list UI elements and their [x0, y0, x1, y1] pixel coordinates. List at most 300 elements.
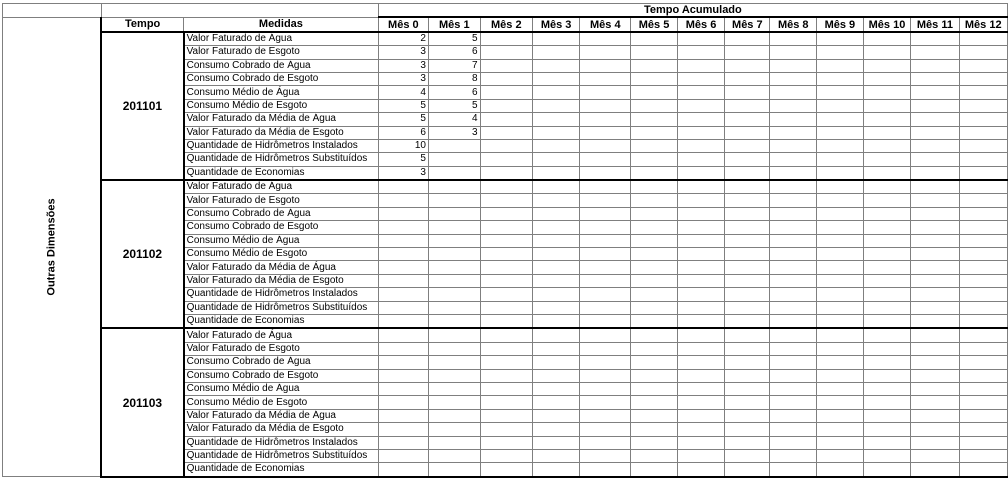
value-cell[interactable]: [770, 99, 817, 112]
value-cell[interactable]: [428, 153, 480, 166]
value-cell[interactable]: [532, 139, 579, 152]
value-cell[interactable]: 2: [378, 32, 428, 46]
value-cell[interactable]: [863, 113, 911, 126]
value-cell[interactable]: [911, 449, 959, 462]
value-cell[interactable]: [959, 166, 1008, 180]
value-cell[interactable]: [817, 248, 864, 261]
value-cell[interactable]: [532, 436, 579, 449]
value-cell[interactable]: [631, 261, 678, 274]
value-cell[interactable]: 3: [378, 46, 428, 59]
value-cell[interactable]: [863, 180, 911, 194]
value-cell[interactable]: [677, 261, 724, 274]
value-cell[interactable]: [532, 126, 579, 139]
value-cell[interactable]: [631, 207, 678, 220]
value-cell[interactable]: [725, 369, 770, 382]
value-cell[interactable]: [428, 423, 480, 436]
value-cell[interactable]: [911, 221, 959, 234]
value-cell[interactable]: [725, 261, 770, 274]
value-cell[interactable]: [378, 221, 428, 234]
value-cell[interactable]: [677, 288, 724, 301]
value-cell[interactable]: 5: [378, 153, 428, 166]
value-cell[interactable]: [631, 194, 678, 207]
value-cell[interactable]: [631, 382, 678, 395]
value-cell[interactable]: [631, 166, 678, 180]
value-cell[interactable]: [911, 72, 959, 85]
value-cell[interactable]: 4: [428, 113, 480, 126]
value-cell[interactable]: [480, 126, 532, 139]
value-cell[interactable]: [677, 126, 724, 139]
value-cell[interactable]: [863, 369, 911, 382]
value-cell[interactable]: [631, 86, 678, 99]
value-cell[interactable]: [959, 153, 1008, 166]
value-cell[interactable]: [817, 194, 864, 207]
value-cell[interactable]: [959, 436, 1008, 449]
value-cell[interactable]: [532, 221, 579, 234]
value-cell[interactable]: [770, 207, 817, 220]
value-cell[interactable]: [725, 99, 770, 112]
value-cell[interactable]: [959, 382, 1008, 395]
value-cell[interactable]: [532, 409, 579, 422]
value-cell[interactable]: [378, 261, 428, 274]
value-cell[interactable]: [959, 409, 1008, 422]
value-cell[interactable]: [770, 72, 817, 85]
value-cell[interactable]: [725, 126, 770, 139]
value-cell[interactable]: [532, 72, 579, 85]
value-cell[interactable]: [378, 248, 428, 261]
value-cell[interactable]: [428, 463, 480, 477]
value-cell[interactable]: [911, 396, 959, 409]
value-cell[interactable]: [959, 423, 1008, 436]
value-cell[interactable]: [631, 59, 678, 72]
value-cell[interactable]: [378, 194, 428, 207]
value-cell[interactable]: [911, 342, 959, 355]
value-cell[interactable]: 3: [428, 126, 480, 139]
value-cell[interactable]: [817, 423, 864, 436]
value-cell[interactable]: [580, 328, 631, 342]
value-cell[interactable]: [725, 463, 770, 477]
value-cell[interactable]: [480, 113, 532, 126]
value-cell[interactable]: [480, 99, 532, 112]
value-cell[interactable]: [817, 328, 864, 342]
value-cell[interactable]: [378, 436, 428, 449]
value-cell[interactable]: [631, 274, 678, 287]
value-cell[interactable]: [817, 356, 864, 369]
value-cell[interactable]: [770, 274, 817, 287]
value-cell[interactable]: [770, 221, 817, 234]
value-cell[interactable]: [959, 221, 1008, 234]
value-cell[interactable]: [911, 59, 959, 72]
value-cell[interactable]: [677, 396, 724, 409]
value-cell[interactable]: [770, 32, 817, 46]
value-cell[interactable]: [532, 180, 579, 194]
value-cell[interactable]: [770, 382, 817, 395]
value-cell[interactable]: [532, 99, 579, 112]
value-cell[interactable]: [580, 288, 631, 301]
value-cell[interactable]: [378, 463, 428, 477]
value-cell[interactable]: [959, 274, 1008, 287]
value-cell[interactable]: [677, 139, 724, 152]
value-cell[interactable]: [725, 382, 770, 395]
value-cell[interactable]: [725, 423, 770, 436]
value-cell[interactable]: [428, 436, 480, 449]
value-cell[interactable]: [580, 32, 631, 46]
value-cell[interactable]: [580, 356, 631, 369]
value-cell[interactable]: [532, 423, 579, 436]
value-cell[interactable]: [480, 342, 532, 355]
value-cell[interactable]: [580, 396, 631, 409]
value-cell[interactable]: [631, 328, 678, 342]
value-cell[interactable]: [863, 314, 911, 328]
value-cell[interactable]: [959, 59, 1008, 72]
value-cell[interactable]: [378, 207, 428, 220]
value-cell[interactable]: [580, 180, 631, 194]
value-cell[interactable]: [911, 328, 959, 342]
value-cell[interactable]: [480, 449, 532, 462]
value-cell[interactable]: [428, 288, 480, 301]
value-cell[interactable]: [817, 221, 864, 234]
value-cell[interactable]: [631, 221, 678, 234]
value-cell[interactable]: [428, 342, 480, 355]
value-cell[interactable]: 10: [378, 139, 428, 152]
value-cell[interactable]: [863, 166, 911, 180]
value-cell[interactable]: [580, 301, 631, 314]
value-cell[interactable]: [863, 234, 911, 247]
value-cell[interactable]: [580, 46, 631, 59]
value-cell[interactable]: [480, 288, 532, 301]
value-cell[interactable]: [770, 153, 817, 166]
value-cell[interactable]: [631, 72, 678, 85]
value-cell[interactable]: [863, 261, 911, 274]
value-cell[interactable]: [532, 396, 579, 409]
value-cell[interactable]: [428, 180, 480, 194]
value-cell[interactable]: [959, 113, 1008, 126]
value-cell[interactable]: [631, 436, 678, 449]
value-cell[interactable]: [378, 180, 428, 194]
value-cell[interactable]: [911, 166, 959, 180]
value-cell[interactable]: [770, 463, 817, 477]
value-cell[interactable]: [480, 46, 532, 59]
value-cell[interactable]: [770, 113, 817, 126]
value-cell[interactable]: [480, 314, 532, 328]
value-cell[interactable]: [532, 194, 579, 207]
value-cell[interactable]: [911, 99, 959, 112]
value-cell[interactable]: [770, 342, 817, 355]
value-cell[interactable]: [725, 194, 770, 207]
value-cell[interactable]: [677, 463, 724, 477]
value-cell[interactable]: [428, 139, 480, 152]
value-cell[interactable]: [817, 314, 864, 328]
value-cell[interactable]: [580, 248, 631, 261]
value-cell[interactable]: [580, 72, 631, 85]
value-cell[interactable]: [911, 301, 959, 314]
value-cell[interactable]: [677, 46, 724, 59]
value-cell[interactable]: [911, 248, 959, 261]
value-cell[interactable]: [863, 32, 911, 46]
value-cell[interactable]: [725, 314, 770, 328]
value-cell[interactable]: [428, 449, 480, 462]
value-cell[interactable]: [770, 356, 817, 369]
value-cell[interactable]: [532, 207, 579, 220]
value-cell[interactable]: [677, 166, 724, 180]
value-cell[interactable]: [532, 449, 579, 462]
value-cell[interactable]: [770, 234, 817, 247]
value-cell[interactable]: 6: [428, 46, 480, 59]
value-cell[interactable]: [817, 396, 864, 409]
value-cell[interactable]: [480, 463, 532, 477]
value-cell[interactable]: [580, 207, 631, 220]
value-cell[interactable]: [677, 409, 724, 422]
value-cell[interactable]: [428, 409, 480, 422]
value-cell[interactable]: [532, 342, 579, 355]
value-cell[interactable]: [863, 396, 911, 409]
value-cell[interactable]: [428, 234, 480, 247]
value-cell[interactable]: [863, 356, 911, 369]
value-cell[interactable]: [677, 99, 724, 112]
value-cell[interactable]: [677, 369, 724, 382]
value-cell[interactable]: [817, 32, 864, 46]
value-cell[interactable]: [631, 463, 678, 477]
value-cell[interactable]: [480, 86, 532, 99]
value-cell[interactable]: [959, 248, 1008, 261]
value-cell[interactable]: [631, 32, 678, 46]
value-cell[interactable]: [428, 328, 480, 342]
value-cell[interactable]: [817, 72, 864, 85]
value-cell[interactable]: [725, 356, 770, 369]
value-cell[interactable]: [959, 126, 1008, 139]
value-cell[interactable]: [677, 423, 724, 436]
value-cell[interactable]: [725, 234, 770, 247]
value-cell[interactable]: [480, 207, 532, 220]
value-cell[interactable]: [580, 221, 631, 234]
value-cell[interactable]: [725, 436, 770, 449]
value-cell[interactable]: [911, 86, 959, 99]
value-cell[interactable]: [532, 261, 579, 274]
value-cell[interactable]: [532, 356, 579, 369]
value-cell[interactable]: [580, 369, 631, 382]
value-cell[interactable]: [817, 261, 864, 274]
value-cell[interactable]: 5: [428, 32, 480, 46]
value-cell[interactable]: [863, 139, 911, 152]
value-cell[interactable]: [532, 274, 579, 287]
value-cell[interactable]: [770, 261, 817, 274]
value-cell[interactable]: [480, 221, 532, 234]
value-cell[interactable]: [677, 248, 724, 261]
value-cell[interactable]: [631, 423, 678, 436]
value-cell[interactable]: [911, 463, 959, 477]
value-cell[interactable]: [631, 449, 678, 462]
value-cell[interactable]: [580, 261, 631, 274]
value-cell[interactable]: [677, 32, 724, 46]
value-cell[interactable]: [378, 382, 428, 395]
value-cell[interactable]: [480, 153, 532, 166]
value-cell[interactable]: [770, 46, 817, 59]
value-cell[interactable]: [677, 72, 724, 85]
value-cell[interactable]: [428, 248, 480, 261]
value-cell[interactable]: [428, 369, 480, 382]
value-cell[interactable]: [480, 180, 532, 194]
value-cell[interactable]: [863, 301, 911, 314]
value-cell[interactable]: [770, 194, 817, 207]
value-cell[interactable]: [480, 423, 532, 436]
value-cell[interactable]: [532, 113, 579, 126]
value-cell[interactable]: [863, 248, 911, 261]
value-cell[interactable]: [532, 288, 579, 301]
value-cell[interactable]: [580, 153, 631, 166]
value-cell[interactable]: [480, 328, 532, 342]
value-cell[interactable]: [725, 207, 770, 220]
value-cell[interactable]: [863, 207, 911, 220]
value-cell[interactable]: [428, 274, 480, 287]
value-cell[interactable]: [817, 342, 864, 355]
value-cell[interactable]: [770, 166, 817, 180]
value-cell[interactable]: [817, 382, 864, 395]
value-cell[interactable]: [959, 207, 1008, 220]
value-cell[interactable]: [580, 463, 631, 477]
value-cell[interactable]: [959, 301, 1008, 314]
value-cell[interactable]: [677, 449, 724, 462]
value-cell[interactable]: [532, 463, 579, 477]
value-cell[interactable]: [532, 153, 579, 166]
value-cell[interactable]: [677, 436, 724, 449]
value-cell[interactable]: [677, 86, 724, 99]
value-cell[interactable]: [770, 369, 817, 382]
value-cell[interactable]: [770, 59, 817, 72]
value-cell[interactable]: [863, 449, 911, 462]
value-cell[interactable]: [911, 356, 959, 369]
value-cell[interactable]: [580, 409, 631, 422]
value-cell[interactable]: [677, 180, 724, 194]
value-cell[interactable]: [631, 99, 678, 112]
value-cell[interactable]: [677, 234, 724, 247]
value-cell[interactable]: [580, 86, 631, 99]
value-cell[interactable]: [580, 274, 631, 287]
value-cell[interactable]: [817, 99, 864, 112]
value-cell[interactable]: [911, 46, 959, 59]
value-cell[interactable]: [911, 113, 959, 126]
value-cell[interactable]: [959, 328, 1008, 342]
value-cell[interactable]: [911, 382, 959, 395]
value-cell[interactable]: [725, 32, 770, 46]
value-cell[interactable]: [959, 86, 1008, 99]
value-cell[interactable]: [378, 234, 428, 247]
value-cell[interactable]: [480, 32, 532, 46]
value-cell[interactable]: [770, 409, 817, 422]
value-cell[interactable]: [725, 449, 770, 462]
value-cell[interactable]: [480, 274, 532, 287]
value-cell[interactable]: [532, 166, 579, 180]
value-cell[interactable]: [770, 180, 817, 194]
value-cell[interactable]: [532, 382, 579, 395]
value-cell[interactable]: [959, 449, 1008, 462]
value-cell[interactable]: [725, 248, 770, 261]
value-cell[interactable]: [911, 409, 959, 422]
value-cell[interactable]: [959, 261, 1008, 274]
value-cell[interactable]: [770, 449, 817, 462]
value-cell[interactable]: [532, 248, 579, 261]
value-cell[interactable]: [580, 59, 631, 72]
value-cell[interactable]: [677, 153, 724, 166]
value-cell[interactable]: [817, 113, 864, 126]
value-cell[interactable]: [631, 139, 678, 152]
value-cell[interactable]: [532, 46, 579, 59]
value-cell[interactable]: [959, 396, 1008, 409]
value-cell[interactable]: [911, 207, 959, 220]
value-cell[interactable]: [911, 274, 959, 287]
value-cell[interactable]: [677, 59, 724, 72]
value-cell[interactable]: [532, 86, 579, 99]
value-cell[interactable]: [725, 274, 770, 287]
value-cell[interactable]: [428, 166, 480, 180]
value-cell[interactable]: 3: [378, 166, 428, 180]
value-cell[interactable]: [378, 342, 428, 355]
value-cell[interactable]: [959, 194, 1008, 207]
value-cell[interactable]: [631, 288, 678, 301]
value-cell[interactable]: [959, 32, 1008, 46]
value-cell[interactable]: [911, 32, 959, 46]
value-cell[interactable]: [378, 396, 428, 409]
value-cell[interactable]: [817, 463, 864, 477]
value-cell[interactable]: [817, 166, 864, 180]
value-cell[interactable]: [631, 301, 678, 314]
value-cell[interactable]: [378, 409, 428, 422]
value-cell[interactable]: [580, 382, 631, 395]
value-cell[interactable]: [770, 139, 817, 152]
value-cell[interactable]: [959, 342, 1008, 355]
value-cell[interactable]: [911, 194, 959, 207]
value-cell[interactable]: [631, 314, 678, 328]
value-cell[interactable]: [580, 423, 631, 436]
value-cell[interactable]: [580, 113, 631, 126]
value-cell[interactable]: [378, 314, 428, 328]
value-cell[interactable]: [863, 288, 911, 301]
value-cell[interactable]: [770, 86, 817, 99]
value-cell[interactable]: [378, 328, 428, 342]
value-cell[interactable]: [677, 301, 724, 314]
value-cell[interactable]: [532, 314, 579, 328]
value-cell[interactable]: [480, 301, 532, 314]
value-cell[interactable]: [725, 72, 770, 85]
value-cell[interactable]: [631, 248, 678, 261]
value-cell[interactable]: [817, 409, 864, 422]
value-cell[interactable]: [863, 221, 911, 234]
value-cell[interactable]: [817, 274, 864, 287]
value-cell[interactable]: [631, 113, 678, 126]
value-cell[interactable]: [532, 234, 579, 247]
value-cell[interactable]: [770, 396, 817, 409]
value-cell[interactable]: [631, 396, 678, 409]
value-cell[interactable]: [725, 409, 770, 422]
value-cell[interactable]: [480, 59, 532, 72]
value-cell[interactable]: [480, 248, 532, 261]
value-cell[interactable]: [677, 194, 724, 207]
value-cell[interactable]: [817, 449, 864, 462]
value-cell[interactable]: [959, 72, 1008, 85]
value-cell[interactable]: 5: [428, 99, 480, 112]
value-cell[interactable]: [725, 328, 770, 342]
value-cell[interactable]: [428, 396, 480, 409]
value-cell[interactable]: [580, 314, 631, 328]
value-cell[interactable]: [580, 139, 631, 152]
value-cell[interactable]: [580, 449, 631, 462]
value-cell[interactable]: [863, 72, 911, 85]
value-cell[interactable]: [911, 369, 959, 382]
value-cell[interactable]: [959, 463, 1008, 477]
value-cell[interactable]: [631, 126, 678, 139]
value-cell[interactable]: 3: [378, 59, 428, 72]
value-cell[interactable]: [677, 314, 724, 328]
value-cell[interactable]: [959, 288, 1008, 301]
value-cell[interactable]: [959, 356, 1008, 369]
